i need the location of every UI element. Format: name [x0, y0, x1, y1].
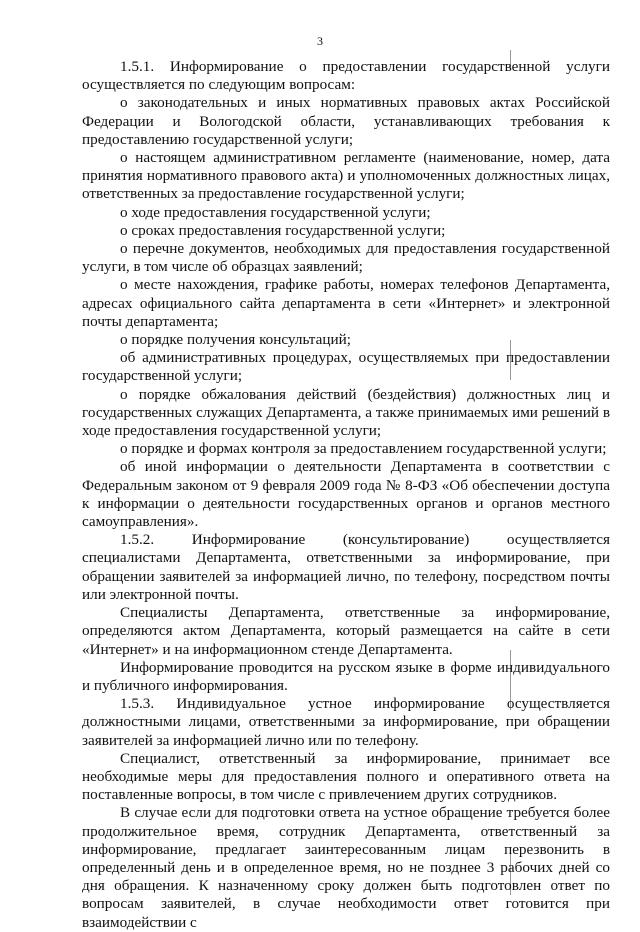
list-item-control: о порядке и формах контроля за предоставлением государственной услуги;: [120, 440, 607, 458]
paragraph-specialists: Специалисты Департамента, ответственные за информирование, определяются актом Департамента, который размещается на сайте в сети «Интернет» и на информационном стенде Департамента.: [82, 604, 610, 658]
paragraph-language: Информирование проводится на русском языке в форме индивидуального и публичного информирования.: [82, 658, 610, 694]
list-item-progress: о ходе предоставления государственной услуги;: [120, 203, 431, 221]
paragraph-1-5-1: 1.5.1. Информирование о предоставлении государственной услуги осуществляется по следующим вопросам:: [82, 58, 610, 94]
page-number: 3: [317, 34, 323, 48]
paragraph-1-5-3: 1.5.3. Индивидуальное устное информирование осуществляется должностными лицами, ответственными за информирование, при обращении заявителей за информацией лично или по телефону.: [82, 695, 610, 749]
list-item-location: о месте нахождения, графике работы, номерах телефонов Департамента, адресах официального сайта департамента в сети «Интернет» и электронной почты департамента;: [82, 276, 610, 330]
list-item-terms: о сроках предоставления государственной услуги;: [120, 221, 446, 239]
list-item-appeals: о порядке обжалования действий (бездействия) должностных лиц и государственных служащих Департамента, а также принимаемых ими решений в ходе предоставления государственной услуги;: [82, 385, 610, 440]
list-item-other-info: об иной информации о деятельности Департамента в соответствии с Федеральным законом от 9 февраля 2009 года № 8-ФЗ «Об обеспечении доступа к информации о деятельности государственных органов и органов местного самоуправления».: [82, 458, 610, 531]
paragraph-1-5-2: 1.5.2. Информирование (консультирование) осуществляется специалистами Департамента, ответственными за информирование, при обращении заявителей за информацией лично, по телефону, посредством почты или электронной почты.: [82, 531, 610, 603]
list-item-regulation: о настоящем административном регламенте (наименование, номер, дата принятия нормативного правового акта) и уполномоченных должностных лицах, ответственных за предоставление государственной услуги;: [82, 149, 610, 203]
document-body: [82, 58, 610, 932]
list-item-legislation: о законодательных и иных нормативных правовых актах Российской Федерации и Вологодской области, устанавливающих требования к предоставлению государственной услуги;: [82, 94, 610, 148]
paragraph-specialist-measures: Специалист, ответственный за информирование, принимает все необходимые меры для предоставления полного и оперативного ответа на поставленные вопросы, в том числе с привлечением других сотрудников.: [82, 749, 610, 804]
list-item-consultations: о порядке получения консультаций;: [120, 331, 351, 349]
list-item-procedures: об административных процедурах, осуществляемых при предоставлении государственной услуги;: [82, 349, 610, 385]
paragraph-extended-time: В случае если для подготовки ответа на устное обращение требуется более продолжительное время, сотрудник Департамента, ответственный за информирование, предлагает заинтересованным лицам перезвонить в определенный день и в определенное время, но не позднее 3 рабочих дней со дня обращения. К назначенному сроку должен быть подготовлен ответ по вопросам заявителей, в случае необходимости ответ готовится при взаимодействии с: [82, 804, 610, 931]
list-item-documents: о перечне документов, необходимых для предоставления государственной услуги, в том числе об образцах заявлений;: [82, 240, 610, 276]
